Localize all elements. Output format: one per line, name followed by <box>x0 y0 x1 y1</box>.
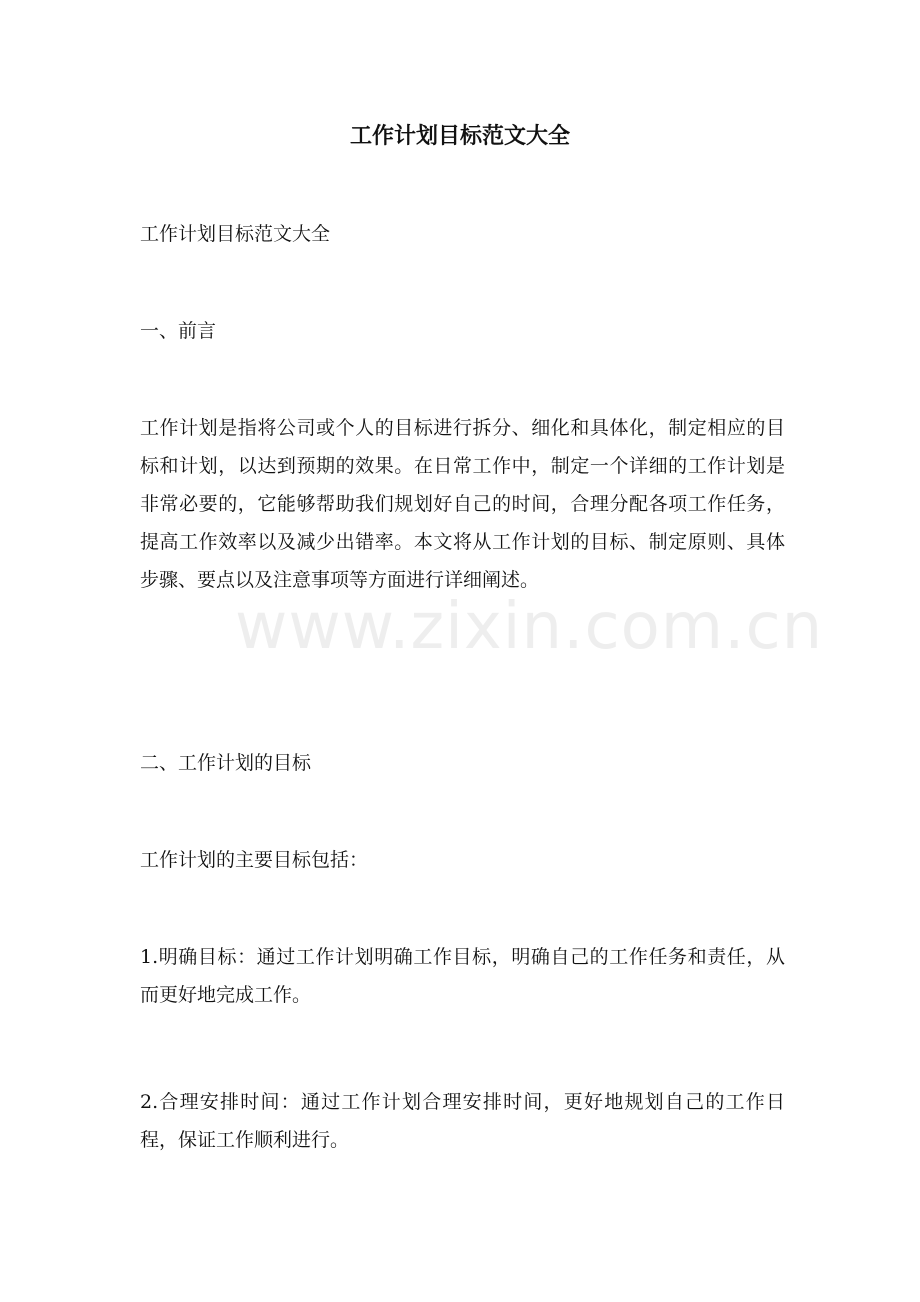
section-heading-preface: 一、前言 <box>140 320 217 342</box>
goals-intro: 工作计划的主要目标包括： <box>140 849 369 871</box>
preface-paragraph: 工作计划是指将公司或个人的目标进行拆分、细化和具体化，制定相应的目标和计划，以达到预期的效果。在日常工作中，制定一个详细的工作计划是非常必要的，它能够帮助我们规划好自己的时间，合理分配各项工作任务，提高工作效率以及减少出错率。本文将从工作计划的目标、制定原则、具体步骤、要点以及注意事项等方面进行详细阐述。 <box>140 417 785 591</box>
goal-item-2: 2.合理安排时间：通过工作计划合理安排时间，更好地规划自己的工作日程，保证工作顺利进行。 <box>140 1091 785 1151</box>
section-heading-goals: 二、工作计划的目标 <box>140 752 312 774</box>
watermark: www.zixin.com.cn <box>235 590 824 664</box>
document-title: 工作计划目标范文大全 <box>349 123 570 149</box>
goal-item-1: 1.明确目标：通过工作计划明确工作目标，明确自己的工作任务和责任，从而更好地完成工作。 <box>140 946 785 1006</box>
document-subtitle: 工作计划目标范文大全 <box>140 223 331 245</box>
